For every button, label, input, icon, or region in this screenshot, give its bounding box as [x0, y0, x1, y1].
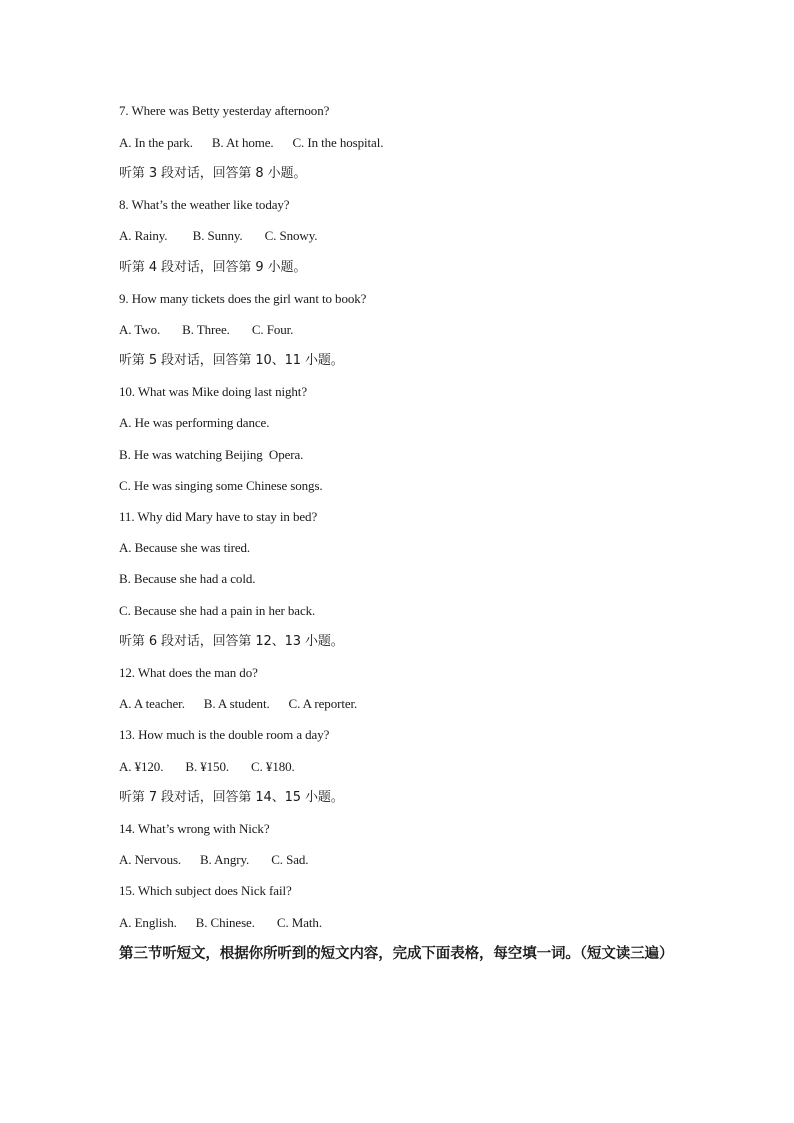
question-11-option-b: B. Because she had a cold.	[119, 571, 256, 586]
section-heading: 第三节听短文，根据你所听到的短文内容，完成下面表格，每空填一词。（短文读三遍）	[119, 946, 674, 962]
instruction-dialogue-3: 听第 3 段对话，回答第 8 小题。	[119, 166, 307, 181]
question-15-options: A. English. B. Chinese. C. Math.	[119, 915, 322, 930]
question-7-options: A. In the park. B. At home. C. In the hospital.	[119, 135, 384, 150]
instruction-dialogue-6: 听第 6 段对话，回答第 12、13 小题。	[119, 634, 344, 649]
question-12-options: A. A teacher. B. A student. C. A reporter.	[119, 696, 358, 711]
question-10-option-b: B. He was watching Beijing Opera.	[119, 447, 304, 462]
question-10-option-a: A. He was performing dance.	[119, 415, 270, 430]
question-11-option-c: C. Because she had a pain in her back.	[119, 603, 316, 618]
question-15: 15. Which subject does Nick fail?	[119, 883, 292, 898]
question-7: 7. Where was Betty yesterday afternoon?	[119, 103, 330, 118]
question-8: 8. What’s the weather like today?	[119, 197, 290, 212]
question-13-options: A. ¥120. B. ¥150. C. ¥180.	[119, 759, 295, 774]
question-12: 12. What does the man do?	[119, 665, 258, 680]
instruction-dialogue-4: 听第 4 段对话，回答第 9 小题。	[119, 260, 307, 275]
question-13: 13. How much is the double room a day?	[119, 727, 330, 742]
question-10-option-c: C. He was singing some Chinese songs.	[119, 478, 323, 493]
question-14-options: A. Nervous. B. Angry. C. Sad.	[119, 852, 309, 867]
question-8-options: A. Rainy. B. Sunny. C. Snowy.	[119, 228, 318, 243]
instruction-dialogue-7: 听第 7 段对话，回答第 14、15 小题。	[119, 790, 344, 805]
question-9: 9. How many tickets does the girl want to book?	[119, 291, 367, 306]
question-11-option-a: A. Because she was tired.	[119, 540, 251, 555]
instruction-dialogue-5: 听第 5 段对话，回答第 10、11 小题。	[119, 353, 344, 368]
question-9-options: A. Two. B. Three. C. Four.	[119, 322, 294, 337]
question-10: 10. What was Mike doing last night?	[119, 384, 307, 399]
question-14: 14. What’s wrong with Nick?	[119, 821, 270, 836]
question-11: 11. Why did Mary have to stay in bed?	[119, 509, 318, 524]
